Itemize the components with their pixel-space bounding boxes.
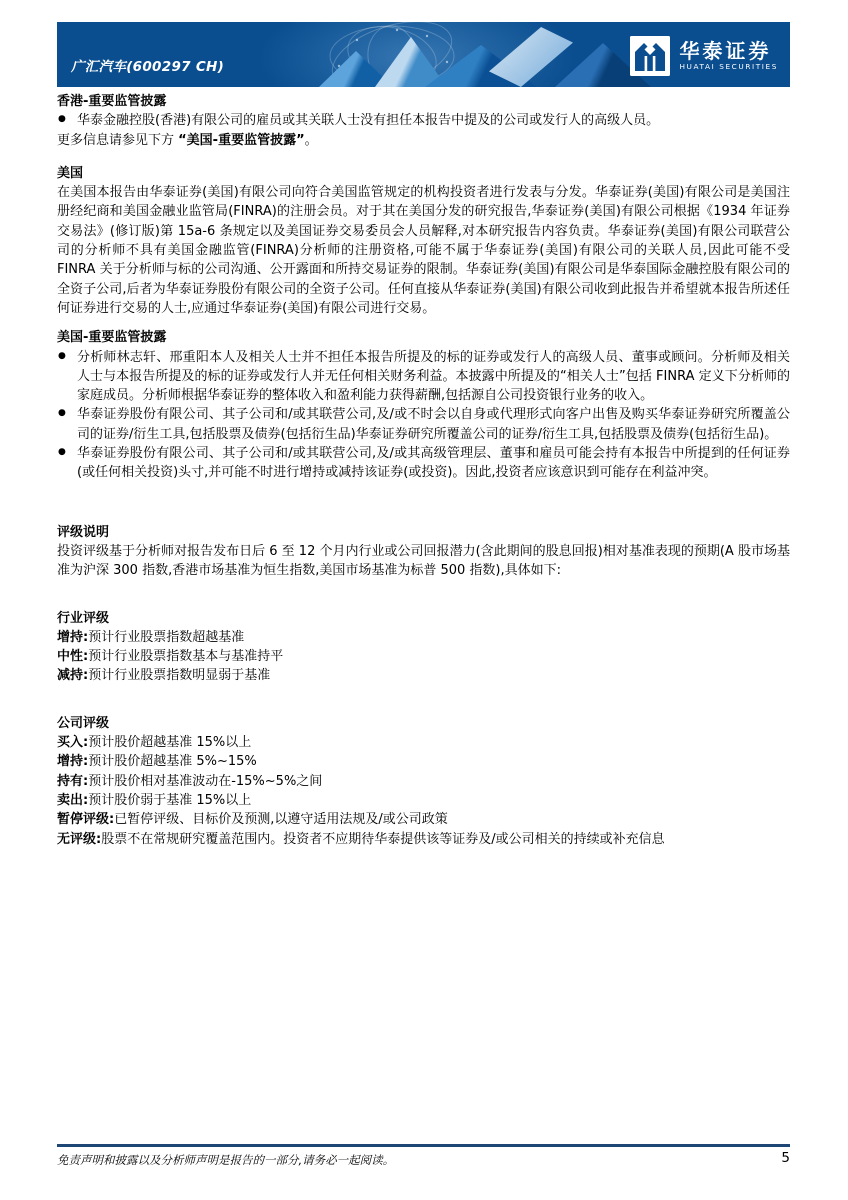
report-title: 广汇汽车(600297 CH)	[71, 59, 225, 75]
more-info-bold-ref: “美国-重要监管披露”	[178, 132, 305, 148]
rating-label: 中性:	[57, 649, 89, 665]
hk-disclosure-text: 华泰金融控股(香港)有限公司的雇员或其关联人士没有担任本报告中提及的公司或发行人的高级人员。	[77, 113, 660, 129]
more-info-suffix: 。	[304, 132, 318, 148]
us-disclosure-item	[57, 405, 790, 444]
industry-rating-row	[57, 666, 790, 685]
section-heading-us-disclosure: 美国-重要监管披露	[57, 330, 167, 346]
us-disclosure-text: 分析师林志轩、邢重阳本人及相关人士并不担任本报告所提及的标的证券或发行人的高级人员、董事或顾问。分析师及相关人士与本报告所提及的标的证券或发行人并无任何相关财务利益。本披露中所提及的“相关人士”包括 FINRA 定义下分析师的家庭成员。分析师根据华泰证券的整体收入和盈利能力获得薪酬,包括源自公司投资银行业务的收入。	[77, 349, 790, 404]
hk-more-info-line	[57, 131, 790, 150]
huatai-logo	[630, 36, 778, 76]
report-body	[57, 92, 790, 849]
section-heading-us: 美国	[57, 165, 84, 181]
logo-text	[679, 40, 778, 72]
rating-definition: 已暂停评级、目标价及预测,以遵守适用法规及/或公司政策	[114, 812, 448, 828]
rating-definition: 预计股价弱于基准 15%以上	[88, 792, 252, 808]
footer-divider	[57, 1144, 790, 1147]
hk-disclosure-item	[57, 111, 790, 130]
rating-definition: 预计行业股票指数超越基准	[88, 629, 245, 645]
page-number: 5	[781, 1150, 790, 1166]
rating-definition: 预计行业股票指数明显弱于基准	[88, 668, 271, 684]
company-rating-row	[57, 733, 790, 752]
rating-definition: 预计股价相对基准波动在-15%~5%之间	[88, 773, 323, 789]
rating-label: 买入:	[57, 735, 89, 751]
rating-label: 暂停评级:	[57, 812, 115, 828]
bullet-icon: ●	[58, 408, 66, 419]
rating-label: 增持:	[57, 629, 89, 645]
company-rating-row	[57, 830, 790, 849]
huatai-logo-icon	[630, 36, 670, 76]
rating-definition: 预计股价超越基准 5%~15%	[88, 754, 257, 770]
section-heading-industry-rating: 行业评级	[57, 610, 110, 626]
rating-label: 无评级:	[57, 831, 102, 847]
footer-disclaimer: 免责声明和披露以及分析师声明是报告的一部分,请务必一起阅读。	[57, 1153, 395, 1167]
company-rating-row	[57, 810, 790, 829]
industry-rating-row	[57, 647, 790, 666]
rating-definition: 股票不在常规研究覆盖范围内。投资者不应期待华泰提供该等证券及/或公司相关的持续或补充信息	[101, 831, 665, 847]
more-info-prefix: 更多信息请参见下方	[57, 132, 179, 148]
rating-definition: 预计行业股票指数基本与基准持平	[88, 649, 284, 665]
company-rating-row	[57, 791, 790, 810]
header-banner	[57, 22, 790, 87]
bullet-icon: ●	[58, 350, 66, 361]
rating-definition: 预计股价超越基准 15%以上	[88, 735, 252, 751]
us-disclosure-text: 华泰证券股份有限公司、其子公司和/或其联营公司,及/或其高级管理层、董事和雇员可能会持有本报告中所提到的任何证券(或任何相关投资)头寸,并可能不时进行增持或减持该证券(或投资)。因此,投资者应该意识到可能存在利益冲突。	[77, 446, 790, 481]
rating-label: 卖出:	[57, 792, 89, 808]
us-disclosure-item	[57, 444, 790, 483]
section-heading-hk-disclosure: 香港-重要监管披露	[57, 94, 167, 109]
us-disclosure-text: 华泰证券股份有限公司、其子公司和/或其联营公司,及/或不时会以自身或代理形式向客户出售及购买华泰证券研究所覆盖公司的证券/衍生工具,包括股票及债券(包括衍生品)华泰证券研究所覆盖公司的证券/衍生工具,包括股票及债券(包括衍生品)。	[77, 407, 790, 442]
logo-name-cn: 华泰证券	[679, 39, 772, 63]
rating-note-paragraph: 投资评级基于分析师对报告发布日后 6 至 12 个月内行业或公司回报潜力(含此期间的股息回报)相对基准表现的预期(A 股市场基准为沪深 300 指数,香港市场基准为恒生指数,美国市场基准为标普 500 指数),具体如下:	[57, 543, 790, 579]
company-rating-row	[57, 772, 790, 791]
section-heading-rating-note: 评级说明	[57, 524, 110, 540]
us-paragraph: 在美国本报告由华泰证券(美国)有限公司向符合美国监管规定的机构投资者进行发表与分发。华泰证券(美国)有限公司是美国注册经纪商和美国金融业监管局(FINRA)的注册会员。对于其在美国分发的研究报告,华泰证券(美国)有限公司根据《1934 年证券交易法》(修订版)第 15a-6 条规定以及美国证券交易委员会人员解释,对本研究报告内容负责。华泰证券(美国)有限公司联营公司的分析师不具有美国金融监管(FINRA)分析师的注册资格,可能不属于华泰证券(美国)有限公司的关联人员,因此可能不受 FINRA 关于分析师与标的公司沟通、公开露面和所持交易证券的限制。华泰证券(美国)有限公司是华泰国际金融控股有限公司的全资子公司,后者为华泰证券股份有限公司的全资子公司。任何直接从华泰证券(美国)有限公司收到此报告并希望就本报告所述任何证券进行交易的人士,应通过华泰证券(美国)有限公司进行交易。	[57, 185, 790, 316]
rating-label: 增持:	[57, 754, 89, 770]
rating-label: 减持:	[57, 668, 89, 684]
company-rating-row	[57, 752, 790, 771]
bullet-icon: ●	[58, 447, 66, 458]
industry-rating-row	[57, 628, 790, 647]
bullet-icon: ●	[58, 114, 66, 125]
rating-label: 持有:	[57, 773, 89, 789]
logo-name-en: HUATAI SECURITIES	[679, 62, 778, 71]
us-disclosure-item	[57, 348, 790, 406]
section-heading-company-rating: 公司评级	[57, 715, 110, 731]
